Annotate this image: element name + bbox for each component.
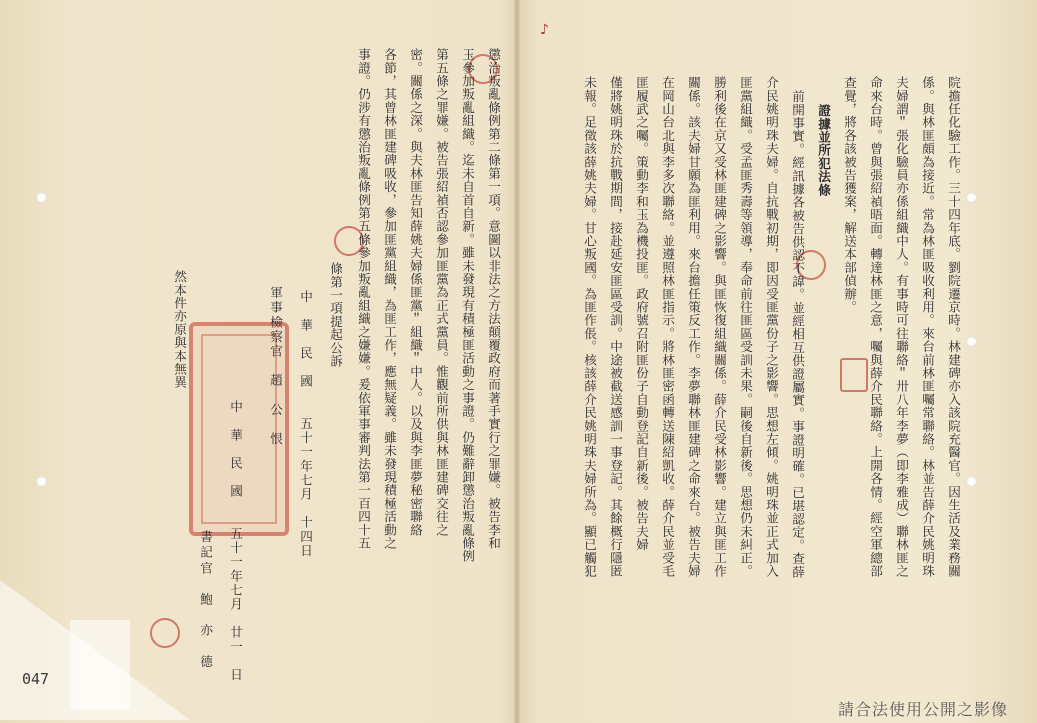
punch-hole bbox=[966, 336, 977, 347]
page-number: 047 bbox=[22, 670, 50, 688]
watermark-logo bbox=[0, 540, 190, 720]
text-column: 僅將姚明珠於抗戰期間，接赴延安匪區受訓。中途被截送感訓一事登記。其餘概行隱匿 bbox=[608, 76, 623, 578]
text-column: 在岡山台北與李多次聯絡。並遵照林匪指示。將林匪密函轉送陳紹凱收。薛介民並受毛 bbox=[660, 76, 675, 578]
certification-line: 然本件亦原與本無異 bbox=[172, 270, 187, 389]
text-column: 命來台時。曾與張紹禎晤面。轉達林匪之意，囑與薛介民聯絡。上開各情。經空軍總部 bbox=[868, 76, 883, 578]
text-column: 密。關係之深。與夫林匪告知薛姚夫婦係匪黨＂組織＂中人。以及與李匪夢秘密聯絡 bbox=[408, 48, 423, 537]
prosecutor-line: 軍事檢察官 趙 公 恨 bbox=[268, 286, 283, 447]
handwritten-mark: ♪ bbox=[540, 22, 549, 38]
text-column: 介民姚明珠夫婦。自抗戰初期，即因受匪黨份子之影響。思想左傾。姚明珠並正式加入 bbox=[764, 76, 779, 578]
text-column: 匪履武之囑。策動李和玉為機投匪。政府號召附匪份子自動登記自新後。被告夫婦 bbox=[634, 76, 649, 552]
text-column: 事證。仍涉有懲治叛亂條例第五條參加叛亂組織之嫌嫌。爰依軍事審判法第一百四十五 bbox=[356, 48, 371, 550]
text-column: 第五條之罪嫌。被告張紹禎否認參加匪黨為正式黨員。惟觀前所供與林匪建碑交往之 bbox=[434, 48, 449, 537]
section-heading: 證據並所犯法條 bbox=[816, 104, 831, 197]
text-column: 玉參加叛亂組織。迄未自首自新。雖未發現有積極匪活動之事證。仍難辭卸懲治叛亂條例 bbox=[460, 48, 475, 563]
punch-hole bbox=[966, 476, 977, 487]
page-fold bbox=[514, 0, 520, 723]
text-column: 夫婦謂＂張化驗員亦係組織中人。有事時可往聯絡＂卅八年李夢（即李雅成）聯林匪之 bbox=[894, 76, 909, 578]
text-column: 係。與林匪頗為接近。常為林匪吸收利用。來台前林匪囑常聯絡。林並告薛介民姚明珠 bbox=[920, 76, 935, 578]
punch-hole bbox=[36, 192, 47, 203]
text-column: 院擔任化驗工作。三十四年底。劉院遷京時。林建碑亦入該院充醫官。因生活及業務關 bbox=[946, 76, 961, 578]
text-column: 匪黨組織。受孟匪秀壽等領導，奉命前往匪區受訓未果。嗣後自新後。思想仍未糾正。 bbox=[738, 76, 753, 578]
text-column: 關係。該夫婦甘願為匪利用。來台擔任策反工作。李夢聯林匪建碑之命來台。被告夫婦 bbox=[686, 76, 701, 578]
seal-stamp bbox=[840, 358, 868, 392]
text-column: 查覺，將各該被告獲案，解送本部偵辦。 bbox=[842, 76, 857, 314]
text-column: 各節，其曾林匪建碑吸收，參加匪黨組織，為匪工作，應無疑義。雖未發現積極活動之 bbox=[382, 48, 397, 550]
date-line: 中 華 民 國 五十一年七月 廿一 日 bbox=[228, 400, 243, 682]
clerk-line: 書記官 鮑 亦 德 bbox=[198, 530, 213, 671]
text-column: 懲治叛亂條例第二條第一項。意圖以非法之方法顛覆政府而著手實行之罪嫌。被告李和 bbox=[486, 48, 501, 550]
text-column: 前開事實。經訊據各被告供認不諱。並經相互供證屬實。事證明確。已堪認定。查薛 bbox=[790, 90, 805, 579]
usage-notice: 請合法使用公開之影像 bbox=[838, 700, 1009, 719]
punch-hole bbox=[966, 192, 977, 203]
text-column: 條第一項提起公訴 bbox=[328, 262, 343, 368]
text-column: 勝利後在京又受林匪建碑之影響。與匪恢復組織關係。薛介民受林影響。建立與匪工作 bbox=[712, 76, 727, 578]
text-column: 未報。足徵該薛姚夫婦。甘心叛國。為匪作倀。核該薛介民姚明珠夫婦所為。顯已觸犯 bbox=[582, 76, 597, 578]
punch-hole bbox=[36, 476, 47, 487]
date-line: 中 華 民 國 五十一年七月 十四日 bbox=[298, 290, 313, 558]
